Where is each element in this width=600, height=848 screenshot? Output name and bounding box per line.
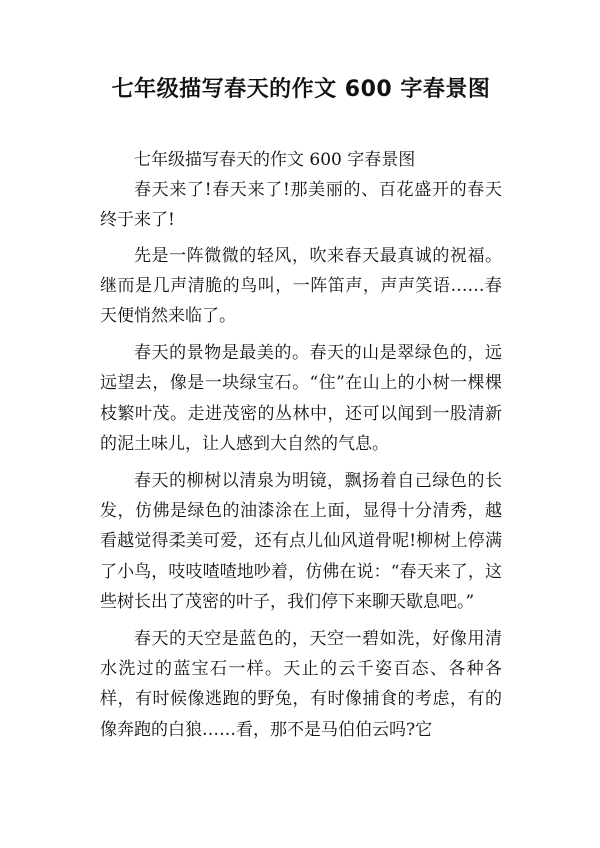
paragraph-2: 先是一阵微微的轻风，吹来春天最真诚的祝福。继而是几声清脆的鸟叫，一阵笛声，声声笑语……春天便悄然来临了。 [100,245,502,327]
document-title: 七年级描写春天的作文 600 字春景图 [111,77,491,102]
paragraph-4: 春天的柳树以清泉为明镜，飘扬着自己绿色的长发，仿佛是绿色的油漆涂在上面，显得十分清秀，越看越觉得柔美可爱，还有点儿仙风道骨呢!柳树上停满了小鸟，吱吱喳喳地吵着，仿佛在说：“春天来了，这些树长出了茂密的叶子，我们停下来聊天歇息吧。” [100,471,502,612]
document-subtitle: 七年级描写春天的作文 600 字春景图 [134,150,416,170]
document-body [100,145,502,745]
paragraph-3: 春天的景物是最美的。春天的山是翠绿色的，远远望去，像是一块绿宝石。“住”在山上的小树一棵棵枝繁叶茂。走进茂密的丛林中，还可以闻到一股清新的泥土味儿，让人感到大自然的气息。 [100,343,502,454]
paragraph-5: 春天的天空是蓝色的，天空一碧如洗，好像用清水洗过的蓝宝石一样。天止的云千姿百态、各种各样，有时候像逃跑的野兔，有时像捕食的考虑，有的像奔跑的白狼……看，那不是马伯伯云吗?它 [100,629,502,740]
paragraph-1: 春天来了!春天来了!那美丽的、百花盛开的春天终于来了! [100,180,502,231]
